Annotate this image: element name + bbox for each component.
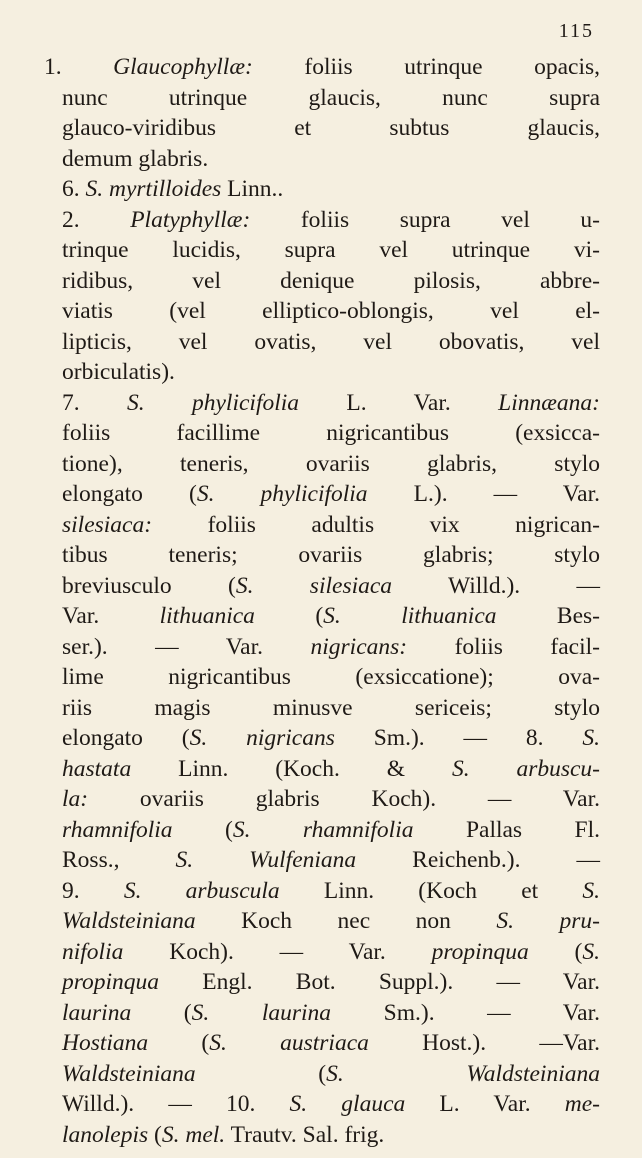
italic-text: Platyphyllæ: (130, 206, 251, 233)
text-line (62, 113, 600, 144)
text-span: Host.). —Var. (368, 1030, 601, 1056)
italic-text: Waldsteiniana (62, 1060, 196, 1087)
italic-text: Hostiana (62, 1030, 149, 1056)
text-span: tibus teneris; ovariis glabris; stylo (62, 542, 600, 568)
italic-text: S. austriaca (209, 1030, 369, 1056)
text-span: 1. (44, 54, 114, 80)
text-line (62, 144, 600, 175)
italic-text: Waldsteiniana (62, 908, 196, 934)
italic-text: lanolepis (62, 1121, 149, 1148)
italic-text: laurina (62, 999, 132, 1026)
italic-text: Linnæana: (498, 389, 600, 416)
text-span: nunc utrinque glaucis, nunc supra (62, 84, 600, 111)
text-span: L. Var. (405, 1091, 565, 1117)
text-line (62, 83, 600, 114)
italic-text: Glaucophyllæ: (113, 54, 253, 80)
text-line (62, 876, 600, 907)
text-span: L. Var. (299, 389, 499, 416)
text-span: Linn. (Koch. & (131, 755, 452, 782)
italic-text: rhamnifolia (62, 816, 173, 843)
text-span: Trautv. Sal. frig. (225, 1121, 385, 1148)
text-span: ( (528, 938, 583, 965)
text-span: Koch nec non (195, 908, 497, 934)
text-line (62, 510, 600, 541)
italic-text: S. mel. (161, 1121, 226, 1148)
italic-text: S. nigricans (189, 725, 335, 751)
text-span: tione), teneris, ovariis glabris, stylo (62, 450, 600, 477)
text-span: foliis facillime nigricantibus (exsicca- (62, 420, 600, 446)
text-line (62, 479, 600, 510)
text-span: lime nigricantibus (exsiccatione); ova- (62, 664, 600, 690)
text-line (62, 937, 600, 968)
text-span: L.). — Var. (367, 481, 600, 507)
text-line (62, 357, 600, 388)
text-span: Willd.). — 10. (62, 1091, 290, 1117)
text-span: 2. (62, 206, 131, 233)
italic-text: lithuanica (159, 603, 255, 629)
text-span: Engl. Bot. Suppl.). — Var. (159, 969, 600, 995)
text-span: Reichenb.). — (356, 847, 601, 873)
text-span: orbiculatis). (62, 359, 175, 385)
text-span: 9. (62, 877, 124, 904)
text-line (62, 754, 600, 785)
text-span: Linn.. (221, 176, 284, 202)
text-line (62, 174, 600, 205)
italic-text: nigricans: (310, 633, 408, 660)
text-line (62, 449, 600, 480)
text-line (62, 693, 600, 724)
text-line (62, 601, 600, 632)
text-line (62, 266, 600, 297)
italic-text: S. silesiaca (235, 572, 393, 599)
text-line (62, 1120, 600, 1151)
text-span: foliis adultis vix nigrican- (152, 511, 600, 538)
text-span: ovariis glabris Koch). — Var. (88, 786, 600, 812)
text-span: foliis supra vel u- (250, 206, 601, 233)
text-span: ( (172, 816, 233, 843)
text-span: Linn. (Koch et (279, 877, 583, 904)
text-span: Bes- (496, 603, 601, 629)
text-span: breviusculo ( (62, 572, 236, 599)
text-span: ser.). — Var. (62, 633, 311, 660)
text-line (62, 296, 600, 327)
italic-text: hastata (62, 755, 132, 782)
italic-text: S. (582, 877, 601, 904)
text-line (62, 1089, 600, 1120)
text-line (62, 845, 600, 876)
text-span: Ross., (62, 847, 176, 873)
italic-text: silesiaca: (62, 511, 153, 538)
italic-text: la: (62, 786, 89, 812)
text-span: demum glabris. (62, 145, 209, 172)
text-line (62, 418, 600, 449)
text-line (62, 571, 600, 602)
text-span: lipticis, vel ovatis, vel obovatis, vel (62, 328, 600, 355)
text-span: Var. (62, 603, 160, 629)
text-span: 6. (62, 176, 86, 202)
italic-text: S. phylicifolia (127, 389, 300, 416)
text-line (62, 1059, 600, 1090)
text-span: foliis facil- (407, 633, 600, 660)
text-span: Sm.). — Var. (331, 999, 601, 1026)
italic-text: S. (582, 938, 600, 965)
italic-text: S. laurina (191, 999, 332, 1026)
text-line (62, 235, 600, 266)
text-span: ( (148, 1030, 210, 1056)
text-span: glauco-viridibus et subtus glaucis, (62, 115, 600, 141)
text-span: elongato ( (62, 481, 197, 507)
text-span: foliis utrinque opacis, (252, 54, 600, 80)
text-span: ( (148, 1121, 162, 1148)
text-line (62, 632, 600, 663)
italic-text: S. Wulfeniana (175, 847, 357, 873)
text-span: Koch). — Var. (123, 938, 432, 965)
text-span: ( (254, 603, 324, 629)
text-span: Willd.). — (392, 572, 601, 599)
text-span: ( (195, 1060, 327, 1087)
italic-text: nifolia (62, 938, 124, 965)
italic-text: S. arbuscula (123, 877, 280, 904)
italic-text: me- (564, 1091, 600, 1117)
text-line (62, 723, 600, 754)
italic-text: S. lithuanica (323, 603, 497, 629)
text-line (62, 327, 600, 358)
text-line (62, 784, 600, 815)
italic-text: propinqua (62, 969, 160, 995)
text-line (44, 52, 600, 83)
text-span: ( (131, 999, 192, 1026)
text-span: riis magis minusve sericeis; stylo (62, 694, 600, 721)
text-span: viatis (vel elliptico-oblongis, vel el- (62, 298, 600, 324)
text-span: 7. (62, 389, 127, 416)
italic-text: S. glauca (289, 1091, 406, 1117)
text-line (62, 967, 600, 998)
text-line (62, 906, 600, 937)
italic-text: S. myrtilloides (85, 176, 222, 202)
text-block (44, 52, 601, 1150)
text-line (62, 205, 600, 236)
italic-text: S. Waldsteiniana (326, 1060, 600, 1087)
text-span: elongato ( (62, 725, 190, 751)
text-line (62, 815, 600, 846)
text-span: Pallas Fl. (413, 816, 600, 843)
text-span: trinque lucidis, supra vel utrinque vi- (62, 237, 600, 263)
italic-text: S. phylicifolia (196, 481, 368, 507)
text-line (62, 388, 600, 419)
text-span: ridibus, vel denique pilosis, abbre- (62, 267, 600, 294)
text-line (62, 540, 600, 571)
text-line (62, 1028, 600, 1059)
italic-text: S. (582, 725, 600, 751)
italic-text: S. arbuscu- (451, 755, 601, 782)
text-span: Sm.). — 8. (334, 725, 583, 751)
italic-text: propinqua (431, 938, 529, 965)
text-line (62, 998, 600, 1029)
page-number: 115 (558, 20, 594, 42)
italic-text: S. pru- (496, 908, 600, 934)
text-line (62, 662, 600, 693)
italic-text: S. rhamnifolia (232, 816, 414, 843)
